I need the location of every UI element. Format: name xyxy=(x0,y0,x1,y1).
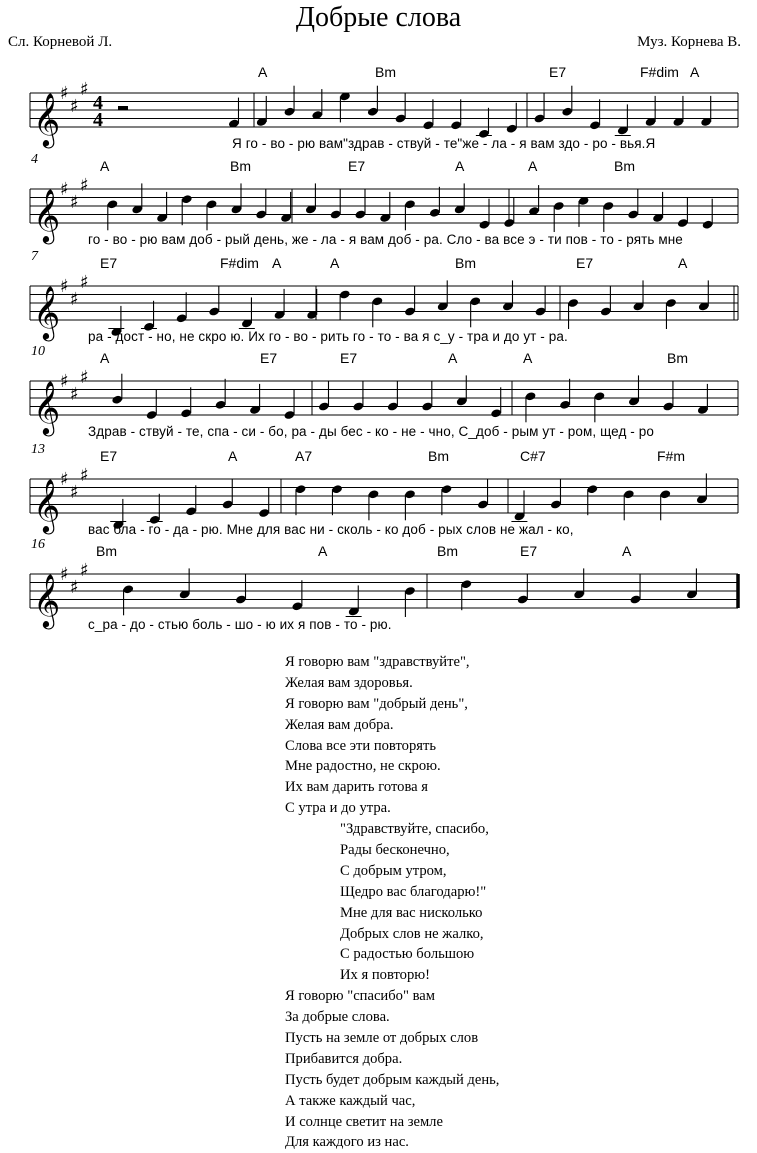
lyrics-line: ра - дост - но, не скро ю. Их го - во - рить го - то - ва я с_у - тра и до ут - ра. xyxy=(88,329,568,344)
chord-symbol: E7 xyxy=(576,255,594,271)
staff-system xyxy=(0,340,757,439)
chord-symbol: E7 xyxy=(340,350,358,366)
chord-symbol: A xyxy=(330,255,340,271)
chord-symbol: A xyxy=(318,543,328,559)
poem-line: Рады бесконечно, xyxy=(340,842,450,859)
chord-symbol: A xyxy=(622,543,632,559)
chord-symbol: E7 xyxy=(260,350,278,366)
chord-symbol: A xyxy=(100,350,110,366)
chord-symbol: F#dim xyxy=(220,255,259,271)
poem-line: Их я повторю! xyxy=(340,967,431,984)
sharp-icon: ♯ xyxy=(70,576,79,598)
staff-system xyxy=(0,533,757,632)
chord-symbol: Bm xyxy=(96,543,117,559)
chord-symbol: Bm xyxy=(614,158,635,174)
chord-symbol: A xyxy=(690,64,700,80)
staff xyxy=(0,340,757,435)
sharp-icon: ♯ xyxy=(60,83,69,104)
chord-symbol: A xyxy=(228,448,238,464)
chord-symbol: A xyxy=(523,350,533,366)
poem-line: Я говорю вам "добрый день", xyxy=(285,695,468,712)
chord-symbol: E7 xyxy=(520,543,538,559)
poem-text xyxy=(285,652,499,1153)
staff xyxy=(0,245,757,340)
poem-line: С добрым утром, xyxy=(340,862,447,879)
measure-number: 16 xyxy=(31,537,45,552)
staff xyxy=(0,148,757,243)
sharp-icon: ♯ xyxy=(60,276,69,297)
sharp-icon: ♯ xyxy=(60,469,69,490)
chord-symbol: A xyxy=(678,255,688,271)
poem-line: Слова все эти повторять xyxy=(285,737,436,754)
sharp-icon: ♯ xyxy=(70,481,79,503)
poem-line: За добрые слова. xyxy=(285,1009,390,1026)
lyrics-author: Сл. Корневой Л. xyxy=(8,34,113,50)
sharp-icon: ♯ xyxy=(80,271,89,293)
sharp-icon: ♯ xyxy=(70,383,79,405)
poem-line: Пусть на земле от добрых слов xyxy=(285,1030,479,1047)
sharp-icon: ♯ xyxy=(70,191,79,213)
poem-line: Их вам дарить готова я xyxy=(285,779,428,796)
poem-line: Желая вам здоровья. xyxy=(285,674,413,691)
poem-line: Пусть будет добрым каждый день, xyxy=(285,1071,500,1088)
sharp-icon: ♯ xyxy=(60,371,69,392)
lyrics-line: го - во - рю вам доб - рый день, же - ла - я вам доб - ра. Сло - ва все э - ти пов - то - рять мне xyxy=(88,232,683,247)
poem-line: Мне радостно, не скрою. xyxy=(285,758,441,775)
sharp-icon: ♯ xyxy=(80,78,89,100)
staff xyxy=(0,438,757,533)
poem-line: Для каждого из нас. xyxy=(285,1134,409,1151)
chord-symbol: Bm xyxy=(437,543,458,559)
chord-symbol: A xyxy=(448,350,458,366)
sharp-icon: ♯ xyxy=(70,288,79,310)
staff-system xyxy=(0,52,757,151)
poem-line: И солнце светит на земле xyxy=(285,1113,443,1130)
treble-clef-icon: 𝄞 xyxy=(33,285,61,339)
chord-symbol: E7 xyxy=(348,158,366,174)
chord-symbol: A xyxy=(272,255,282,271)
treble-clef-icon: 𝄞 xyxy=(33,478,61,532)
chord-symbol: A7 xyxy=(295,448,313,464)
sharp-icon: ♯ xyxy=(60,564,69,585)
time-signature: 4 xyxy=(93,109,103,131)
treble-clef-icon: 𝄞 xyxy=(33,188,61,242)
chord-symbol: Bm xyxy=(455,255,476,271)
chord-symbol: A xyxy=(455,158,465,174)
chord-symbol: E7 xyxy=(100,255,118,271)
measure-number: 7 xyxy=(31,249,38,264)
measure-number: 10 xyxy=(31,344,45,359)
poem-line: Желая вам добра. xyxy=(285,716,394,733)
poem-line: Я говорю вам "здравствуйте", xyxy=(285,654,470,670)
chord-symbol: E7 xyxy=(549,64,567,80)
lyrics-line: Здрав - ствуй - те, спа - си - бо, ра - ды бес - ко - не - чно, С_доб - рым ут - ром, щед - ро xyxy=(88,424,654,439)
lyrics-line: с_ра - до - стью боль - шо - ю их я пов - то - рю. xyxy=(88,617,392,632)
measure-number: 13 xyxy=(31,442,45,457)
chord-symbol: Bm xyxy=(230,158,251,174)
treble-clef-icon: 𝄞 xyxy=(33,92,61,146)
chord-symbol: F#m xyxy=(657,448,685,464)
poem-line: "Здравствуйте, спасибо, xyxy=(340,821,489,838)
sharp-icon: ♯ xyxy=(70,95,79,117)
sharp-icon: ♯ xyxy=(60,179,69,200)
staff-system xyxy=(0,438,757,537)
treble-clef-icon: 𝄞 xyxy=(33,380,61,434)
chord-symbol: Bm xyxy=(667,350,688,366)
sharp-icon: ♯ xyxy=(80,559,89,581)
staff-system xyxy=(0,245,757,344)
song-title: Добрые слова xyxy=(295,2,462,33)
poem-line: Прибавится добра. xyxy=(285,1050,403,1067)
measure-number: 4 xyxy=(31,152,38,167)
chord-symbol: A xyxy=(100,158,110,174)
chord-symbol: F#dim xyxy=(640,64,679,80)
poem-line: А также каждый час, xyxy=(285,1092,416,1109)
staff xyxy=(0,533,757,628)
chord-symbol: Bm xyxy=(428,448,449,464)
poem-line: С утра и до утра. xyxy=(285,800,391,817)
chord-symbol: A xyxy=(528,158,538,174)
sharp-icon: ♯ xyxy=(80,366,89,388)
chord-symbol: Bm xyxy=(375,64,396,80)
chord-symbol: E7 xyxy=(100,448,118,464)
chord-symbol: A xyxy=(258,64,268,80)
staff-system xyxy=(0,148,757,247)
poem-line: Добрых слов не жалко, xyxy=(340,925,484,942)
treble-clef-icon: 𝄞 xyxy=(33,573,61,627)
sharp-icon: ♯ xyxy=(80,464,89,486)
poem-line: Я говорю "спасибо" вам xyxy=(285,988,435,1005)
lyrics-line: вас бла - го - да - рю. Мне для вас ни - сколь - ко доб - рых слов не жал - ко, xyxy=(88,522,574,537)
chord-symbol: C#7 xyxy=(520,448,546,464)
poem-line: Мне для вас нисколько xyxy=(340,904,483,921)
rest-icon xyxy=(118,106,128,110)
time-signature: 4 xyxy=(93,92,103,114)
poem-line: Щедро вас благодарю!" xyxy=(340,883,487,900)
lyrics-line: Я го - во - рю вам"здрав - ствуй - те"же - ла - я вам здо - ро - вья.Я xyxy=(232,136,656,151)
sharp-icon: ♯ xyxy=(80,174,89,196)
poem-line: С радостью большою xyxy=(340,946,475,963)
staff xyxy=(0,52,757,147)
music-author: Муз. Корнева В. xyxy=(637,34,741,50)
